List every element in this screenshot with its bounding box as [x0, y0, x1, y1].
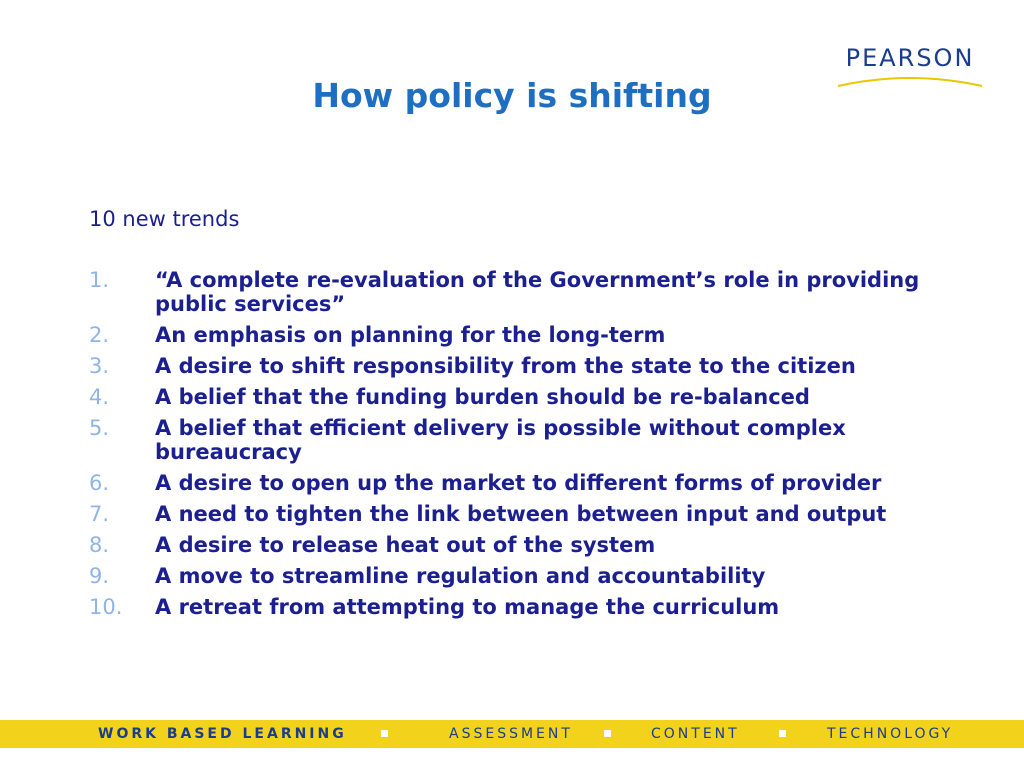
trend-item: [89, 323, 969, 347]
trend-item: [89, 385, 969, 409]
trend-text: A desire to open up the market to different forms of provider: [155, 471, 882, 495]
slide-title: How policy is shifting: [312, 76, 712, 115]
trend-number: 6.: [89, 471, 110, 495]
trend-number: 10.: [89, 595, 123, 619]
trend-item: [89, 471, 969, 495]
trend-text: A move to streamline regulation and accountability: [155, 564, 766, 588]
trend-item: [89, 416, 969, 464]
trend-text: “A complete re-evaluation of the Government’s role in providing public services”: [155, 268, 920, 316]
trend-item: [89, 268, 969, 316]
trend-item: [89, 354, 969, 378]
footer-separator-icon: [381, 730, 388, 737]
trend-text: A belief that efficient delivery is possible without complex bureaucracy: [155, 416, 846, 464]
trend-number: 2.: [89, 323, 110, 347]
footer-separator-icon: [604, 730, 611, 737]
trend-item: [89, 564, 969, 588]
footer-separator-icon: [779, 730, 786, 737]
trend-item: [89, 502, 969, 526]
trend-item: [89, 595, 969, 619]
trend-text: A belief that the funding burden should be re-balanced: [155, 385, 810, 409]
trend-text: An emphasis on planning for the long-term: [155, 323, 666, 347]
trend-list: [89, 268, 969, 626]
trend-text: A need to tighten the link between between input and output: [155, 502, 887, 526]
trend-number: 1.: [89, 268, 110, 292]
trend-number: 5.: [89, 416, 110, 440]
trend-text: A desire to release heat out of the system: [155, 533, 656, 557]
logo-text: PEARSON: [845, 44, 975, 72]
footer-item-assessment: ASSESSMENT: [449, 726, 573, 742]
trend-number: 3.: [89, 354, 110, 378]
trend-text: A retreat from attempting to manage the curriculum: [155, 595, 780, 619]
trend-number: 8.: [89, 533, 110, 557]
slide-subtitle: 10 new trends: [89, 207, 240, 231]
trend-number: 7.: [89, 502, 110, 526]
footer-bar: [0, 720, 1024, 748]
trend-number: 4.: [89, 385, 110, 409]
footer-item-content: CONTENT: [651, 726, 740, 742]
footer-item-work-based-learning: WORK BASED LEARNING: [98, 726, 347, 742]
trend-number: 9.: [89, 564, 110, 588]
footer-item-technology: TECHNOLOGY: [827, 726, 954, 742]
trend-text: A desire to shift responsibility from the state to the citizen: [155, 354, 856, 378]
trend-item: [89, 533, 969, 557]
